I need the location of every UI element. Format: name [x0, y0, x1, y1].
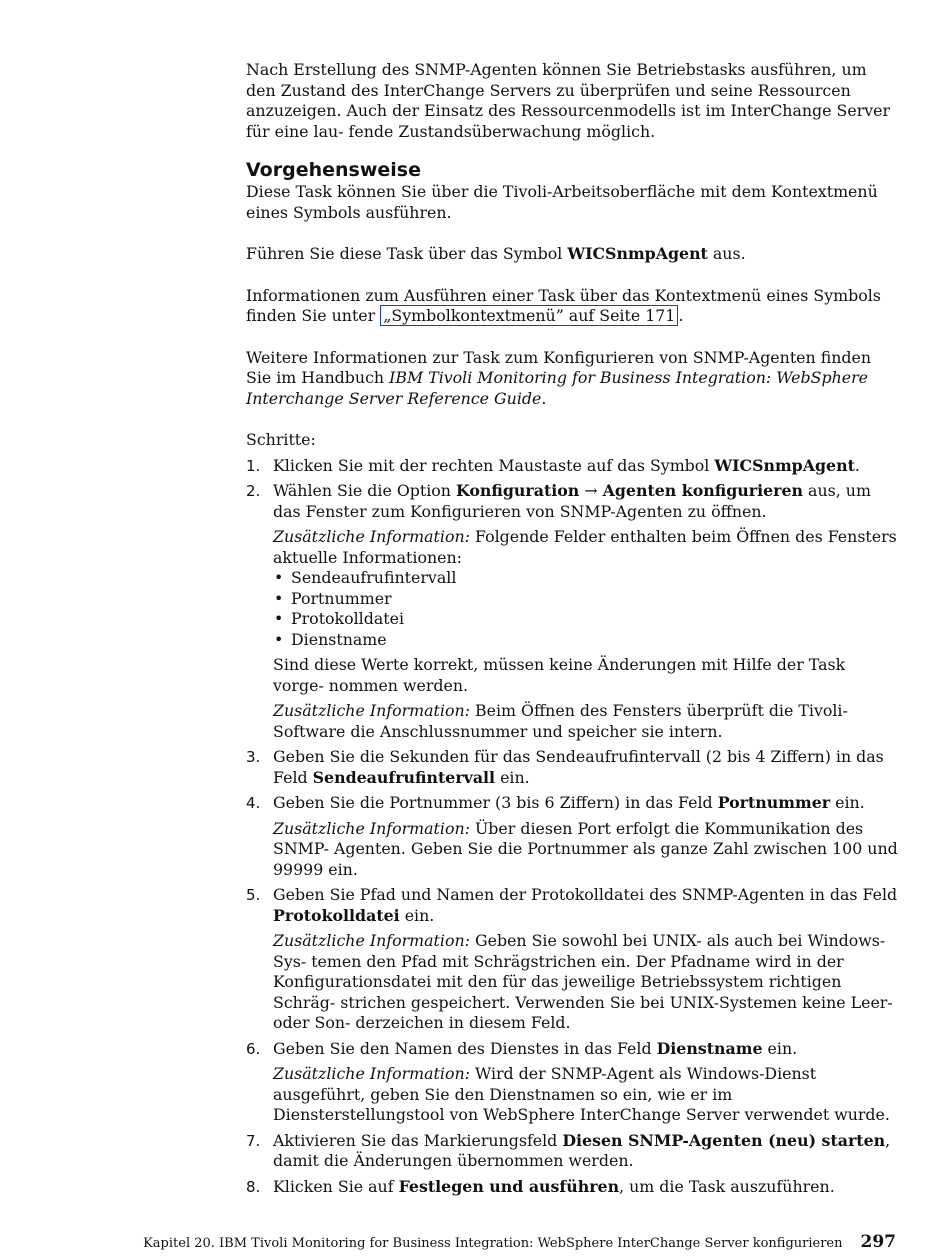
page-footer: [143, 1232, 896, 1252]
step-2: 2. Wählen Sie die Option Konfiguration → Agenten konfigurieren aus, um das Fenster zum Konfigurieren von SNMP-Agenten zu öffnen. Zusätzliche Information: Folgende Felder enthalten beim Öffnen des Fensters aktuelle Informationen: • Sendeaufrufintervall • Portnummer • Protokolldatei • Dienstname Sind diese Werte korrekt, müssen keine Änderungen mit Hilfe der Task vorge- nommen werden. Zusätzliche Information: Beim Öffnen des Fensters überprüft die Tivoli-Software die Anschlussnummer und speicher sie intern.: [246, 481, 897, 741]
list-item: • Protokolldatei: [274, 609, 405, 628]
chapter-title: Kapitel 20. IBM Tivoli Monitoring for Business Integration: WebSphere InterChange Server konfigurieren: [143, 1236, 843, 1251]
paragraph-reference-guide: Weitere Informationen zur Task zum Konfigurieren von SNMP-Agenten finden Sie im Handbuch IBM Tivoli Monitoring for Business Integration: WebSphere Interchange Server Reference Guide.: [246, 347, 872, 408]
steps-list: [246, 456, 898, 1198]
symbol-name: WICSnmpAgent: [567, 244, 708, 263]
bullet-icon: •: [274, 588, 284, 608]
bullet-icon: •: [274, 629, 284, 649]
page-number: 297: [860, 1232, 896, 1252]
step-number: 6.: [246, 1039, 261, 1058]
step-number: 3.: [246, 748, 261, 766]
list-item: • Portnummer: [274, 588, 392, 608]
page-content: [246, 60, 898, 1202]
additional-info: Zusätzliche Information: Wird der SNMP-Agent als Windows-Dienst ausgeführt, geben Sie den Dienstnamen so ein, wie er im Diensterstellungstool von WebSphere InterChange Server verwendet wurde.: [273, 1064, 890, 1124]
additional-info: Zusätzliche Information: Folgende Felder enthalten beim Öffnen des Fensters aktuelle Informationen:: [273, 527, 897, 567]
additional-info: Zusätzliche Information: Geben Sie sowohl bei UNIX- als auch bei Windows-Sys- temen den Pfad mit Schrägstrichen ein. Der Pfadname wird in der Konfigurationsdatei mit den für das jeweilige Betriebssystem richtigen Schräg- strichen gespeichert. Verwenden Sie bei UNIX-Systemen keine Leer- oder Son- derzeichen in diesem Feld.: [273, 931, 893, 1032]
paragraph-symbol: Führen Sie diese Task über das Symbol WICSnmpAgent aus.: [246, 244, 746, 263]
step-1: 1. Klicken Sie mit der rechten Maustaste auf das Symbol WICSnmpAgent.: [246, 455, 860, 475]
paragraph-info-link: Informationen zum Ausführen einer Task über das Kontextmenü eines Symbols finden Sie unter „Symbolkontextmenü” auf Seite 171 .: [246, 285, 881, 325]
bullet-icon: •: [274, 609, 284, 628]
step-number: 1.: [246, 456, 261, 475]
steps-label: Schritte:: [246, 430, 316, 449]
book-title: IBM Tivoli Monitoring for Business Integration: WebSphere Interchange Server Reference Guide: [246, 368, 868, 408]
additional-info: Zusätzliche Information: Über diesen Port erfolgt die Kommunikation des SNMP- Agenten. Geben Sie die Portnummer als ganze Zahl zwischen 100 und 99999 ein.: [273, 818, 898, 879]
bullet-icon: •: [274, 568, 284, 587]
step-number: 4.: [246, 794, 261, 812]
step-3: 3. Geben Sie die Sekunden für das Sendeaufrufintervall (2 bis 4 Ziffern) in das Feld Sendeaufrufintervall ein.: [246, 747, 884, 787]
list-item: • Sendeaufrufintervall: [274, 568, 457, 587]
step-6: 6. Geben Sie den Namen des Dienstes in das Feld Dienstname ein. Zusätzliche Information: Wird der SNMP-Agent als Windows-Dienst ausgeführt, geben Sie den Dienstnamen so ein, wie er im Diensterstellungstool von WebSphere InterChange Server verwendet wurde.: [246, 1039, 898, 1126]
field-list: [273, 568, 898, 650]
step-note: Sind diese Werte korrekt, müssen keine Änderungen mit Hilfe der Task vorge- nommen werden.: [273, 655, 846, 695]
paragraph-context-menu: Diese Task können Sie über die Tivoli-Arbeitsoberfläche mit dem Kontextmenü eines Symbols ausführen.: [246, 182, 878, 222]
step-number: 8.: [246, 1177, 261, 1196]
intro-paragraph: Nach Erstellung des SNMP-Agenten können Sie Betriebstasks ausführen, um den Zustand des InterChange Servers zu überprüfen und seine Ressourcen anzuzeigen. Auch der Einsatz des Ressourcenmodells ist im InterChange Server für eine lau- fende Zustandsüberwachung möglich.: [246, 60, 891, 141]
step-4: 4. Geben Sie die Portnummer (3 bis 6 Ziffern) in das Feld Portnummer ein. Zusätzliche Information: Über diesen Port erfolgt die Kommunikation des SNMP- Agenten. Geben Sie die Portnummer als ganze Zahl zwischen 100 und 99999 ein.: [246, 793, 898, 879]
step-number: 7.: [246, 1131, 261, 1150]
cross-reference-link[interactable]: „Symbolkontextmenü” auf Seite 171: [380, 305, 678, 326]
menu-arrow-icon: →: [584, 481, 598, 500]
step-number: 5.: [246, 886, 261, 904]
step-7: 7. Aktivieren Sie das Markierungsfeld Diesen SNMP-Agenten (neu) starten, damit die Änderungen übernommen werden.: [246, 1130, 891, 1170]
additional-info: Zusätzliche Information: Beim Öffnen des Fensters überprüft die Tivoli-Software die Anschlussnummer und speicher sie intern.: [273, 701, 848, 741]
step-8: 8. Klicken Sie auf Festlegen und ausführen, um die Task auszuführen.: [246, 1176, 835, 1196]
step-number: 2.: [246, 482, 261, 500]
list-item: • Dienstname: [274, 629, 387, 649]
section-heading: Vorgehensweise: [246, 159, 421, 181]
step-5: 5. Geben Sie Pfad und Namen der Protokolldatei des SNMP-Agenten in das Feld Protokolldatei ein. Zusätzliche Information: Geben Sie sowohl bei UNIX- als auch bei Windows-Sys- temen den Pfad mit Schrägstrichen ein. Der Pfadname wird in der Konfigurationsdatei mit den für das jeweilige Betriebssystem richtigen Schräg- strichen gespeichert. Verwenden Sie bei UNIX-Systemen keine Leer- oder Son- derzeichen in diesem Feld.: [246, 885, 898, 1032]
